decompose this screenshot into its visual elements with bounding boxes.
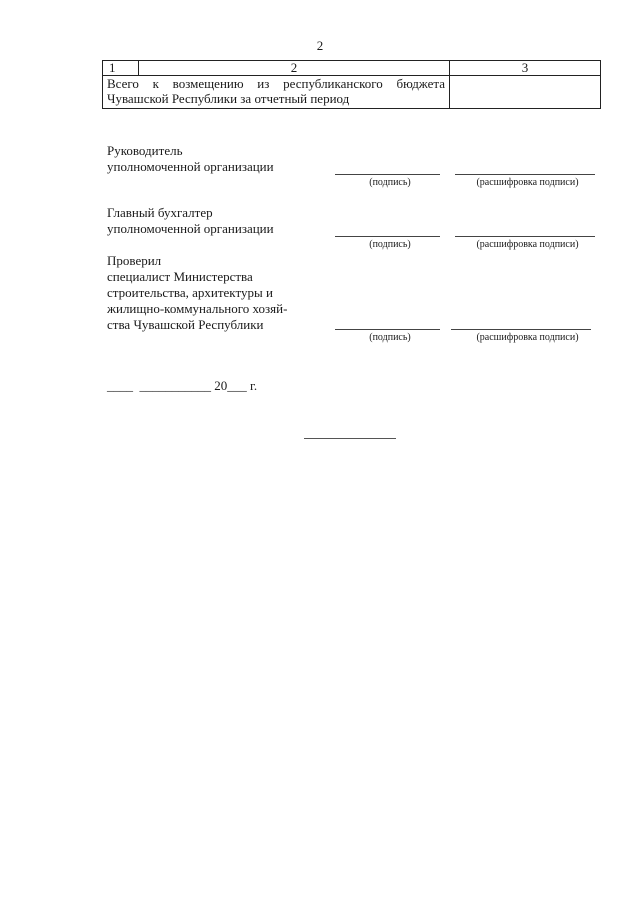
column-number-3: 3 xyxy=(450,61,601,76)
name-decode-caption: (расшифровка подписи) xyxy=(476,332,579,343)
column-number-2: 2 xyxy=(139,61,450,76)
date-line: ____ ___________ 20___ г. xyxy=(107,378,258,393)
role-line: ства Чувашской Республики xyxy=(107,317,264,332)
name-line xyxy=(451,329,591,330)
signature-caption: (подпись) xyxy=(369,332,411,343)
table-header-row xyxy=(103,61,601,76)
signature-role-chief-accountant xyxy=(107,205,274,237)
name-line xyxy=(455,236,595,237)
role-line: Главный бухгалтер xyxy=(107,205,213,220)
name-decode-caption: (расшифровка подписи) xyxy=(476,177,579,188)
role-line: Руководитель xyxy=(107,143,183,158)
name-decode-caption: (расшифровка подписи) xyxy=(476,239,579,250)
role-line: Проверил xyxy=(107,253,162,268)
role-line: специалист Министерства xyxy=(107,269,253,284)
role-line: жилищно-коммунального хозяй- xyxy=(107,301,288,316)
name-line xyxy=(455,174,595,175)
role-line: уполномоченной организации xyxy=(107,221,274,236)
role-line: уполномоченной организации xyxy=(107,159,274,174)
column-number-1: 1 xyxy=(103,61,139,76)
signature-caption: (подпись) xyxy=(369,177,411,188)
signature-line xyxy=(335,329,440,330)
report-table xyxy=(102,60,601,109)
signature-line xyxy=(335,236,440,237)
page-number: 2 xyxy=(316,38,324,53)
end-of-document-line xyxy=(304,438,396,439)
role-line: строительства, архитектуры и xyxy=(107,285,273,300)
total-value-cell xyxy=(450,76,601,109)
signature-role-director xyxy=(107,143,274,175)
signature-line xyxy=(335,174,440,175)
total-label: Всего к возмещению из республиканского бюджета Чувашской Республики за отчетный период xyxy=(103,76,450,109)
table-total-row xyxy=(103,76,601,109)
signature-caption: (подпись) xyxy=(369,239,411,250)
signature-role-ministry-specialist xyxy=(107,253,287,333)
